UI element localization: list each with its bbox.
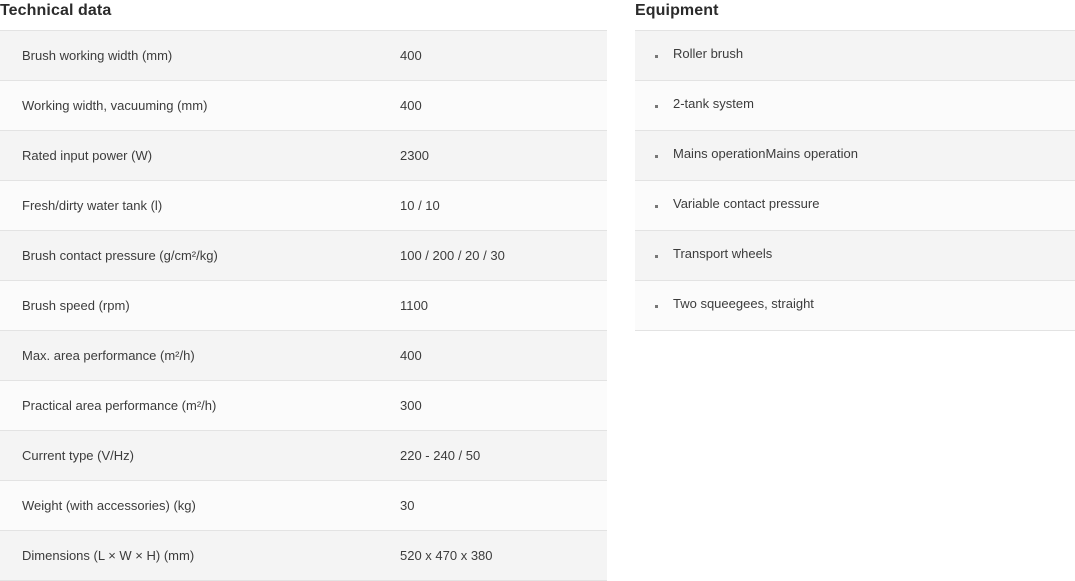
spec-label: Dimensions (L × W × H) (mm) [0, 531, 400, 581]
bullet-icon [655, 155, 658, 158]
spec-value: 30 [400, 481, 607, 531]
list-item [635, 231, 1075, 281]
table-row [0, 381, 607, 431]
spec-label: Brush speed (rpm) [0, 281, 400, 331]
spec-label: Brush contact pressure (g/cm²/kg) [0, 231, 400, 281]
spec-label: Rated input power (W) [0, 131, 400, 181]
equipment-list [635, 30, 1075, 331]
table-row [0, 431, 607, 481]
spec-value: 520 x 470 x 380 [400, 531, 607, 581]
bullet-icon [655, 255, 658, 258]
spec-value: 2300 [400, 131, 607, 181]
bullet-icon [655, 105, 658, 108]
table-row [0, 281, 607, 331]
spec-value: 10 / 10 [400, 181, 607, 231]
list-item [635, 181, 1075, 231]
list-item-label: Two squeegees, straight [673, 296, 814, 311]
table-row [0, 31, 607, 81]
list-item [635, 281, 1075, 331]
table-row [0, 531, 607, 581]
table-row [0, 331, 607, 381]
table-row [0, 181, 607, 231]
list-item-label: Mains operationMains operation [673, 146, 858, 161]
list-item [635, 131, 1075, 181]
spec-label: Practical area performance (m²/h) [0, 381, 400, 431]
spec-value: 300 [400, 381, 607, 431]
list-item-label: Roller brush [673, 46, 744, 61]
list-item [635, 81, 1075, 131]
equipment-title: Equipment [635, 2, 719, 19]
table-row [0, 481, 607, 531]
list-item [635, 30, 1075, 81]
spec-label: Working width, vacuuming (mm) [0, 81, 400, 131]
list-item-label: Variable contact pressure [673, 196, 820, 211]
spec-value: 100 / 200 / 20 / 30 [400, 231, 607, 281]
spec-value: 1100 [400, 281, 607, 331]
table-row [0, 231, 607, 281]
list-item-label: 2-tank system [673, 96, 754, 111]
spec-value: 400 [400, 81, 607, 131]
spec-label: Weight (with accessories) (kg) [0, 481, 400, 531]
spec-value: 400 [400, 331, 607, 381]
list-item-label: Transport wheels [673, 246, 773, 261]
spec-label: Fresh/dirty water tank (l) [0, 181, 400, 231]
spec-label: Current type (V/Hz) [0, 431, 400, 481]
technical-data-title: Technical data [0, 2, 112, 19]
bullet-icon [655, 205, 658, 208]
table-row [0, 131, 607, 181]
bullet-icon [655, 55, 658, 58]
bullet-icon [655, 305, 658, 308]
equipment-section [635, 0, 1075, 331]
table-row [0, 81, 607, 131]
spec-value: 220 - 240 / 50 [400, 431, 607, 481]
spec-label: Brush working width (mm) [0, 31, 400, 81]
spec-label: Max. area performance (m²/h) [0, 331, 400, 381]
technical-data-table [0, 30, 607, 581]
spec-value: 400 [400, 31, 607, 81]
